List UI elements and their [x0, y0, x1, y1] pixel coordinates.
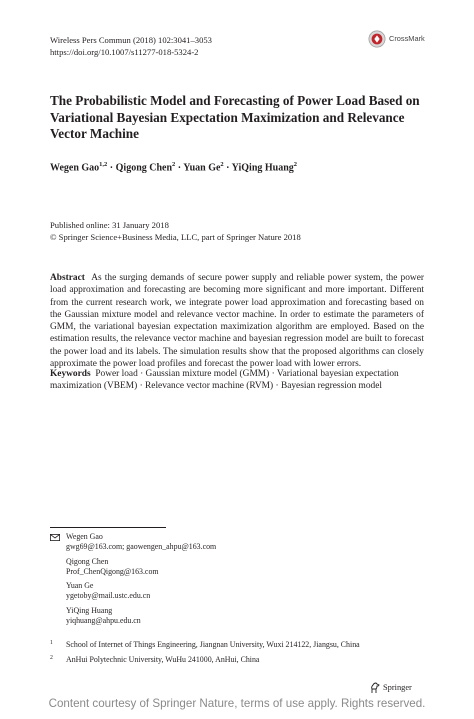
envelope-icon	[50, 534, 60, 541]
author-separator: ·	[223, 162, 232, 174]
keywords-text: Power load · Gaussian mixture model (GMM) · Variational bayesian expectation maximization (VBEM) · Relevance vector machine (RVM) · Bayesian regression model	[50, 369, 399, 392]
journal-header	[50, 34, 212, 58]
footnote-divider	[50, 527, 166, 528]
crossmark-label: CrossMark	[389, 34, 425, 43]
contact-email[interactable]: ygetoby@mail.ustc.edu.cn	[66, 591, 151, 601]
contact-entry	[50, 532, 216, 553]
affiliation-entry	[50, 640, 360, 650]
author-affiliation-mark: 2	[293, 161, 298, 168]
keywords-section	[50, 368, 424, 393]
author-name: Qigong Chen	[115, 162, 173, 174]
contact-entry	[50, 581, 216, 602]
author-name: Yuan Ge	[183, 162, 221, 174]
copyright-notice: © Springer Science+Business Media, LLC, part of Springer Nature 2018	[50, 231, 301, 242]
contact-name: Yuan Ge	[66, 581, 94, 591]
publication-info	[50, 220, 301, 244]
contact-list	[50, 532, 216, 630]
publisher-logo	[370, 682, 428, 694]
crossmark-badge[interactable]	[368, 30, 436, 50]
contact-name: Wegen Gao	[66, 532, 103, 541]
publisher-name: Springer	[383, 683, 412, 692]
contact-email[interactable]: gwg69@163.com; gaowengen_ahpu@163.com	[66, 542, 217, 552]
courtesy-notice: Content courtesy of Springer Nature, terms of use apply. Rights reserved.	[48, 697, 426, 710]
affiliation-number: 2	[50, 655, 53, 662]
contact-name: YiQing Huang	[66, 605, 113, 615]
author-affiliation-mark: 1,2	[99, 161, 108, 168]
abstract-section	[50, 272, 424, 370]
paper-title: The Probabilistic Model and Forecasting of Power Load Based on Variational Bayesian Expectation Maximization and Relevance Vector Machine	[50, 93, 420, 141]
affiliation-list	[50, 640, 360, 671]
contact-entry	[50, 557, 216, 578]
author-separator: ·	[107, 162, 116, 174]
author-separator: ·	[175, 162, 184, 174]
abstract-text: As the surging demands of secure power supply and reliable power system, the power load approximation and forecasting are becoming more significant and more important. Different from the current research work, we integrate power load approximation and forecasting based on the Gaussian mixture model and relevance vector machine. In order to estimate the parameters of GMM, the variational bayesian expectation maximization algorithm are employed. Based on the estimation results, the relevance vector machine and bayesian regression model are built to forecast the power load and its labels. The simulation results show that the proposed algorithms can closely approximate the power load profiles and forecast the power load with lower errors.	[50, 273, 424, 370]
author-affiliation-mark: 2	[172, 161, 176, 168]
author-name: YiQing Huang	[231, 162, 294, 174]
affiliation-number: 1	[50, 640, 53, 646]
contact-entry	[50, 606, 216, 627]
abstract-label: Abstract	[50, 273, 85, 283]
keywords-label: Keywords	[50, 369, 91, 379]
affiliation-entry	[50, 655, 360, 665]
published-date: Published online: 31 January 2018	[50, 220, 169, 230]
doi-link[interactable]: https://doi.org/10.1007/s11277-018-5324-2	[50, 47, 199, 57]
contact-name: Qigong Chen	[66, 556, 109, 566]
author-list	[50, 161, 297, 173]
crossmark-icon	[368, 30, 386, 48]
affiliation-text: AnHui Polytechnic University, WuHu 241000, AnHui, China	[66, 655, 260, 665]
author-name: Wegen Gao	[50, 162, 100, 174]
contact-email[interactable]: yiqhuang@ahpu.edu.cn	[66, 616, 141, 626]
journal-citation: Wireless Pers Commun (2018) 102:3041–3053	[50, 35, 212, 45]
affiliation-text: School of Internet of Things Engineering, Jiangnan University, Wuxi 214122, Jiangsu, China	[66, 640, 360, 649]
author-affiliation-mark: 2	[220, 161, 224, 168]
springer-horse-icon	[370, 682, 380, 694]
contact-email[interactable]: Prof_ChenQigong@163.com	[66, 566, 159, 576]
